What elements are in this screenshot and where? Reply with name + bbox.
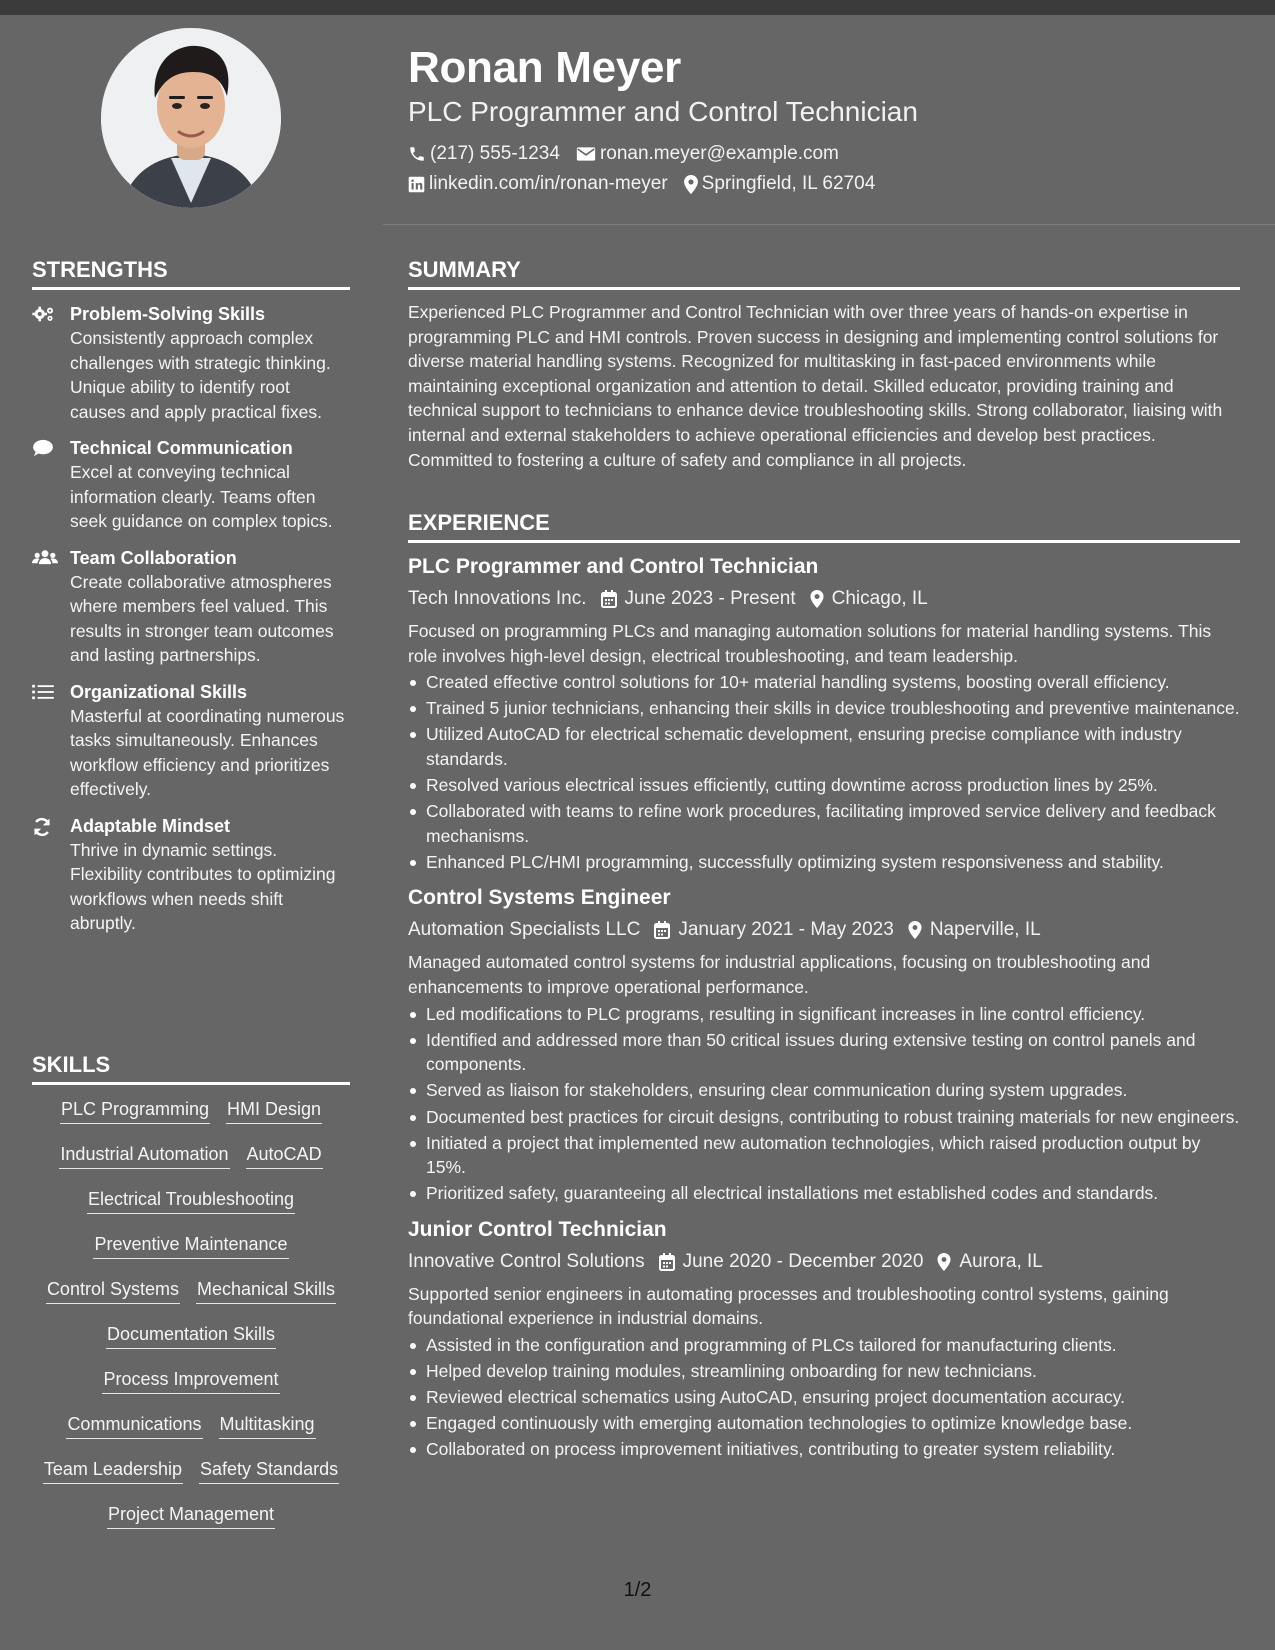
phone-text: (217) 555-1234 bbox=[430, 143, 560, 164]
job-bullets bbox=[408, 1002, 1240, 1206]
skill-tag: Documentation Skills bbox=[106, 1322, 276, 1349]
skill-tag: Team Leadership bbox=[43, 1457, 183, 1484]
strength-description: Create collaborative atmospheres where members feel valued. This results in stronger team outcomes and lasting partnerships. bbox=[70, 571, 334, 665]
job-bullet: Utilized AutoCAD for electrical schematic development, ensuring precise compliance with industry standards. bbox=[426, 722, 1240, 771]
resume-page bbox=[0, 15, 1275, 1650]
job-meta bbox=[408, 918, 1240, 942]
job-bullet: Initiated a project that implemented new automation technologies, which raised production output by 15%. bbox=[426, 1131, 1240, 1180]
job-bullet: Documented best practices for circuit designs, contributing to robust training materials for new engineers. bbox=[426, 1105, 1240, 1130]
profile-photo bbox=[101, 28, 281, 208]
strength-title: Team Collaboration bbox=[70, 547, 237, 568]
job-location: Naperville, IL bbox=[929, 919, 1041, 941]
skill-tag: HMI Design bbox=[226, 1097, 322, 1124]
calendar-icon bbox=[601, 590, 617, 608]
experience-section bbox=[408, 510, 1240, 1464]
skill-tag: AutoCAD bbox=[246, 1142, 323, 1169]
strength-title: Technical Communication bbox=[70, 438, 293, 458]
location-text: Springfield, IL 62704 bbox=[701, 173, 876, 194]
linkedin-text: linkedin.com/in/ronan-meyer bbox=[429, 173, 668, 194]
job-bullet: Identified and addressed more than 50 critical issues during extensive testing on control panels and components. bbox=[426, 1028, 1240, 1077]
job-entry bbox=[408, 553, 1240, 874]
strength-title: Organizational Skills bbox=[70, 681, 248, 702]
strength-title: Problem-Solving Skills bbox=[70, 304, 266, 324]
speech-bubble-icon bbox=[32, 439, 54, 457]
refresh-icon bbox=[32, 817, 52, 837]
list-icon bbox=[32, 683, 54, 701]
map-pin-icon bbox=[684, 175, 698, 194]
page-number: 1/2 bbox=[623, 1579, 652, 1601]
calendar-icon bbox=[654, 921, 670, 939]
skill-tag: Preventive Maintenance bbox=[93, 1232, 288, 1259]
map-pin-icon bbox=[810, 590, 824, 608]
job-dates: January 2021 - May 2023 bbox=[678, 919, 894, 941]
contact-line-2 bbox=[408, 173, 891, 195]
skill-tag: Safety Standards bbox=[199, 1457, 339, 1484]
candidate-title: PLC Programmer and Control Technician bbox=[408, 96, 918, 127]
skill-tag: Electrical Troubleshooting bbox=[87, 1187, 295, 1214]
job-bullet: Collaborated on process improvement initiatives, contributing to greater system reliability. bbox=[426, 1437, 1240, 1462]
skill-tag: Process Improvement bbox=[102, 1367, 279, 1394]
strengths-heading: STRENGTHS bbox=[32, 257, 350, 290]
strength-description: Excel at conveying technical information clearly. Teams often seek guidance on complex topics. bbox=[70, 462, 333, 531]
strength-item bbox=[32, 436, 350, 534]
calendar-icon bbox=[659, 1253, 675, 1271]
job-dates: June 2023 - Present bbox=[624, 588, 796, 609]
strength-item bbox=[32, 302, 350, 424]
skills-heading: SKILLS bbox=[32, 1052, 350, 1085]
job-description: Supported senior engineers in automating processes and troubleshooting control systems, gaining foundational experience in industrial domains. bbox=[408, 1283, 1169, 1329]
gears-icon bbox=[32, 305, 56, 323]
linkedin-contact[interactable] bbox=[408, 173, 668, 195]
skill-tag: Multitasking bbox=[219, 1412, 316, 1439]
summary-heading: SUMMARY bbox=[408, 257, 1240, 290]
email-text: ronan.meyer@example.com bbox=[599, 143, 839, 164]
header-divider bbox=[383, 224, 1275, 225]
job-bullets bbox=[408, 670, 1240, 874]
job-bullet: Trained 5 junior technicians, enhancing their skills in device troubleshooting and preventive maintenance. bbox=[426, 696, 1240, 721]
skill-tag: Project Management bbox=[107, 1502, 275, 1529]
job-bullets bbox=[408, 1333, 1240, 1462]
strength-description: Consistently approach complex challenges with strategic thinking. Unique ability to identify root causes and apply practical fixes. bbox=[70, 328, 331, 422]
strength-item bbox=[32, 680, 350, 802]
strength-description: Thrive in dynamic settings. Flexibility contributes to optimizing workflows when needs shift abruptly. bbox=[70, 839, 336, 933]
job-bullet: Resolved various electrical issues efficiently, cutting downtime across production lines by 25%. bbox=[426, 773, 1240, 798]
phone-icon bbox=[408, 145, 426, 163]
job-title: Junior Control Technician bbox=[408, 1217, 667, 1241]
experience-heading: EXPERIENCE bbox=[408, 510, 1240, 543]
phone-contact[interactable] bbox=[408, 143, 560, 165]
job-company: Innovative Control Solutions bbox=[408, 1250, 645, 1272]
candidate-name: Ronan Meyer bbox=[408, 43, 681, 92]
job-location: Aurora, IL bbox=[959, 1250, 1043, 1272]
job-bullet: Engaged continuously with emerging automation technologies to optimize knowledge base. bbox=[426, 1411, 1240, 1436]
strength-description: Masterful at coordinating numerous tasks simultaneously. Enhances workflow efficiency and prioritizes effectively. bbox=[70, 705, 345, 799]
envelope-icon bbox=[576, 146, 596, 162]
summary-section bbox=[408, 257, 1240, 472]
job-bullet: Created effective control solutions for 10+ material handling systems, boosting overall efficiency. bbox=[426, 670, 1240, 695]
job-bullet: Enhanced PLC/HMI programming, successfully optimizing system responsiveness and stability. bbox=[426, 850, 1240, 875]
job-bullet: Assisted in the configuration and programming of PLCs tailored for manufacturing clients. bbox=[426, 1333, 1240, 1358]
job-meta bbox=[408, 587, 1240, 611]
email-contact[interactable] bbox=[576, 143, 839, 165]
strength-title: Adaptable Mindset bbox=[70, 815, 231, 836]
location-contact bbox=[684, 173, 876, 195]
job-bullet: Prioritized safety, guaranteeing all electrical installations met established codes and standards. bbox=[426, 1181, 1240, 1206]
job-entry bbox=[408, 1216, 1240, 1462]
job-description: Focused on programming PLCs and managing automation solutions for material handling systems. This role involves high-level design, electrical troubleshooting, and team leadership. bbox=[408, 621, 1212, 666]
avatar-illustration bbox=[101, 28, 281, 208]
job-location: Chicago, IL bbox=[831, 588, 928, 609]
job-dates: June 2020 - December 2020 bbox=[682, 1250, 924, 1272]
skill-tag: Industrial Automation bbox=[59, 1142, 229, 1169]
skill-tag: PLC Programming bbox=[60, 1097, 210, 1124]
job-title: Control Systems Engineer bbox=[408, 886, 671, 910]
top-bar bbox=[0, 0, 1275, 15]
strength-item bbox=[32, 546, 350, 668]
skills-list bbox=[32, 1097, 350, 1547]
job-bullet: Helped develop training modules, streamlining onboarding for new technicians. bbox=[426, 1359, 1240, 1384]
users-icon bbox=[32, 549, 58, 567]
map-pin-icon bbox=[937, 1253, 951, 1271]
job-bullet: Served as liaison for stakeholders, ensuring clear communication during system upgrades. bbox=[426, 1078, 1240, 1103]
job-meta bbox=[408, 1250, 1240, 1274]
job-company: Tech Innovations Inc. bbox=[408, 588, 587, 609]
skill-tag: Communications bbox=[66, 1412, 202, 1439]
job-bullet: Collaborated with teams to refine work procedures, facilitating improved service delivery and feedback mechanisms. bbox=[426, 799, 1240, 848]
job-bullet: Reviewed electrical schematics using AutoCAD, ensuring project documentation accuracy. bbox=[426, 1385, 1240, 1410]
job-company: Automation Specialists LLC bbox=[408, 919, 641, 941]
strengths-section bbox=[32, 257, 350, 936]
contact-line-1 bbox=[408, 143, 855, 165]
job-title: PLC Programmer and Control Technician bbox=[408, 555, 819, 578]
map-pin-icon bbox=[908, 921, 922, 939]
skills-section bbox=[32, 1052, 350, 1547]
linkedin-icon bbox=[408, 176, 425, 193]
strength-item bbox=[32, 814, 350, 936]
job-entry bbox=[408, 884, 1240, 1205]
job-description: Managed automated control systems for industrial applications, focusing on troubleshooting and enhancements to improve operational performance. bbox=[408, 952, 1151, 998]
skill-tag: Mechanical Skills bbox=[196, 1277, 336, 1304]
job-bullet: Led modifications to PLC programs, resulting in significant increases in line control efficiency. bbox=[426, 1002, 1240, 1027]
skill-tag: Control Systems bbox=[46, 1277, 180, 1304]
summary-text: Experienced PLC Programmer and Control Technician with over three years of hands-on expertise in programming PLC and HMI controls. Proven success in designing and implementing control solutions for diverse material handling systems. Recognized for multitasking in fast-paced environments while maintaining exceptional organization and attention to detail. Skilled educator, providing training and technical support to technicians to enhance device troubleshooting skills. Strong collaborator, liaising with internal and external stakeholders to achieve operational efficiencies and develop best practices. Committed to fostering a culture of safety and compliance in all projects. bbox=[408, 302, 1223, 470]
